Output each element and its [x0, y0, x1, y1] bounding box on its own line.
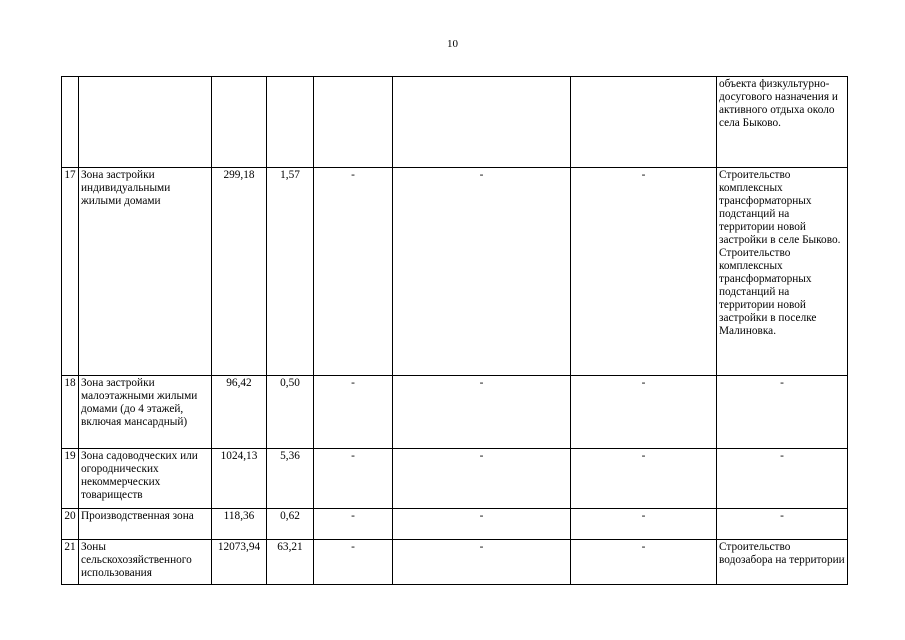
col5-cell: -	[314, 376, 393, 449]
col6-cell	[393, 77, 571, 168]
row-number: 21	[62, 540, 79, 585]
zones-table	[61, 76, 848, 585]
page-number: 10	[447, 38, 458, 50]
zone-area: 1024,13	[212, 449, 267, 509]
zone-percent: 0,50	[267, 376, 314, 449]
planned-activity: -	[717, 376, 848, 449]
zone-percent: 1,57	[267, 168, 314, 376]
planned-activity: Строительство комплексных трансформаторных подстанций на территории новой застройки в селе Быково. Строительство комплексных трансформаторных подстанций на территории новой застройки в поселке Малиновка.	[717, 168, 848, 376]
planned-activity: -	[717, 509, 848, 540]
col5-cell: -	[314, 509, 393, 540]
col6-cell: -	[393, 509, 571, 540]
table-row	[62, 540, 848, 585]
table-row	[62, 376, 848, 449]
zone-area: 96,42	[212, 376, 267, 449]
table-row	[62, 77, 848, 168]
zone-area	[212, 77, 267, 168]
col7-cell: -	[571, 168, 717, 376]
col6-cell: -	[393, 540, 571, 585]
col5-cell	[314, 77, 393, 168]
row-number: 20	[62, 509, 79, 540]
row-number: 17	[62, 168, 79, 376]
zone-percent: 5,36	[267, 449, 314, 509]
zone-name: Зоны сельскохозяйственного использования	[79, 540, 212, 585]
col7-cell: -	[571, 449, 717, 509]
row-number	[62, 77, 79, 168]
col6-cell: -	[393, 449, 571, 509]
table-row	[62, 509, 848, 540]
col7-cell: -	[571, 540, 717, 585]
col5-cell: -	[314, 168, 393, 376]
zone-percent: 0,62	[267, 509, 314, 540]
planned-activity: объекта физкультурно-досугового назначения и активного отдыха около села Быково.	[717, 77, 848, 168]
col6-cell: -	[393, 168, 571, 376]
col7-cell	[571, 77, 717, 168]
col5-cell: -	[314, 449, 393, 509]
table-row	[62, 449, 848, 509]
table-row	[62, 168, 848, 376]
zone-name	[79, 77, 212, 168]
zone-area: 12073,94	[212, 540, 267, 585]
col5-cell: -	[314, 540, 393, 585]
zone-percent	[267, 77, 314, 168]
col7-cell: -	[571, 376, 717, 449]
zone-percent: 63,21	[267, 540, 314, 585]
row-number: 19	[62, 449, 79, 509]
col6-cell: -	[393, 376, 571, 449]
zone-name: Зона застройки малоэтажными жилыми домами (до 4 этажей, включая мансардный)	[79, 376, 212, 449]
zone-area: 299,18	[212, 168, 267, 376]
zone-name: Зона садоводческих или огороднических некоммерческих товариществ	[79, 449, 212, 509]
row-number: 18	[62, 376, 79, 449]
zone-name: Производственная зона	[79, 509, 212, 540]
planned-activity: -	[717, 449, 848, 509]
col7-cell: -	[571, 509, 717, 540]
zone-name: Зона застройки индивидуальными жилыми домами	[79, 168, 212, 376]
planned-activity: Строительство водозабора на территории	[717, 540, 848, 585]
zone-area: 118,36	[212, 509, 267, 540]
